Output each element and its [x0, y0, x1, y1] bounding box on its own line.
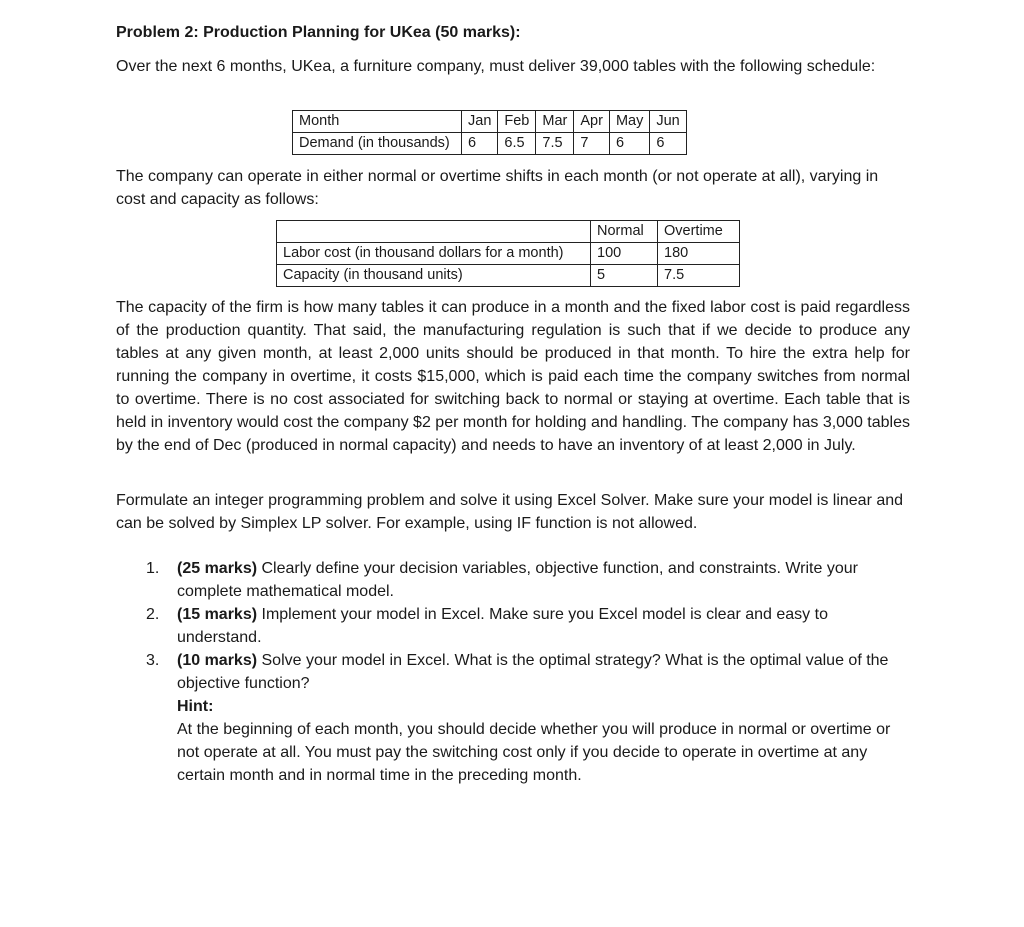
table-cell-header: Overtime: [658, 221, 740, 243]
hint-label: Hint:: [177, 698, 214, 715]
table-cell-value: 100: [591, 243, 658, 265]
table-row: [277, 221, 740, 243]
table-cell-demand: 6: [650, 133, 686, 155]
list-item: [116, 649, 916, 787]
table-cell-label: Capacity (in thousand units): [277, 265, 591, 287]
question-text: Implement your model in Excel. Make sure you Excel model is clear and easy to understand.: [177, 606, 828, 646]
table-cell-month: Jan: [462, 111, 498, 133]
capacity-paragraph: The capacity of the firm is how many tables it can produce in a month and the fixed labor cost is paid regardless of the production quantity. That said, the manufacturing regulation is such that if we decide to produce any tables at any given month, at least 2,000 units should be produced in that month. To hire the extra help for running the company in overtime, it costs $15,000, which is paid each time the company switches from normal to overtime. There is no cost associated for switching back to normal or staying at overtime. Each table that is held in inventory would cost the company $2 per month for holding and handling. The company has 3,000 tables by the end of Dec (produced in normal capacity) and needs to have an inventory of at least 2,000 in July.: [116, 299, 910, 454]
table-cell-demand: 6: [609, 133, 649, 155]
table-cell-demand: 7.5: [536, 133, 574, 155]
question-number: 2.: [146, 606, 160, 623]
table-cell-header: Demand (in thousands): [293, 133, 462, 155]
demand-table: [292, 110, 687, 155]
table-cell-demand: 6.5: [498, 133, 536, 155]
question-text: Solve your model in Excel. What is the optimal strategy? What is the optimal value of the objective function?: [177, 652, 889, 692]
question-marks: (25 marks): [177, 560, 258, 577]
table-cell-header: [277, 221, 591, 243]
table-cell-value: 5: [591, 265, 658, 287]
table-row: [277, 265, 740, 287]
hint-text: At the beginning of each month, you should decide whether you will produce in normal or overtime or not operate at all. You must pay the switching cost only if you decide to operate in overtime at any certain month and in normal time in the preceding month.: [177, 721, 891, 784]
table-cell-month: May: [609, 111, 649, 133]
question-text: Clearly define your decision variables, objective function, and constraints. Write your complete mathematical model.: [177, 560, 858, 600]
formulate-paragraph: Formulate an integer programming problem and solve it using Excel Solver. Make sure your model is linear and can be solved by Simplex LP solver. For example, using IF function is not allowed.: [116, 492, 904, 532]
table-cell-month: Feb: [498, 111, 536, 133]
table-row: [277, 243, 740, 265]
question-list: [116, 557, 916, 787]
shift-paragraph: The company can operate in either normal or overtime shifts in each month (or not operate at all), varying in cost and capacity as follows:: [116, 168, 879, 208]
problem-title: Problem 2: Production Planning for UKea (50 marks):: [116, 24, 521, 41]
table-row: [293, 133, 687, 155]
table-cell-header: Month: [293, 111, 462, 133]
table-cell-demand: 6: [462, 133, 498, 155]
table-cell-value: 180: [658, 243, 740, 265]
list-item: [116, 557, 916, 603]
table-row: [293, 111, 687, 133]
cost-capacity-table: [276, 220, 740, 287]
table-cell-header: Normal: [591, 221, 658, 243]
table-cell-demand: 7: [574, 133, 610, 155]
list-item: [116, 603, 916, 649]
question-marks: (15 marks): [177, 606, 258, 623]
intro-paragraph: Over the next 6 months, UKea, a furniture company, must deliver 39,000 tables with the following schedule:: [116, 58, 876, 75]
table-cell-value: 7.5: [658, 265, 740, 287]
table-cell-label: Labor cost (in thousand dollars for a month): [277, 243, 591, 265]
table-cell-month: Jun: [650, 111, 686, 133]
question-number: 3.: [146, 652, 160, 669]
table-cell-month: Apr: [574, 111, 610, 133]
table-cell-month: Mar: [536, 111, 574, 133]
question-number: 1.: [146, 560, 160, 577]
question-marks: (10 marks): [177, 652, 258, 669]
